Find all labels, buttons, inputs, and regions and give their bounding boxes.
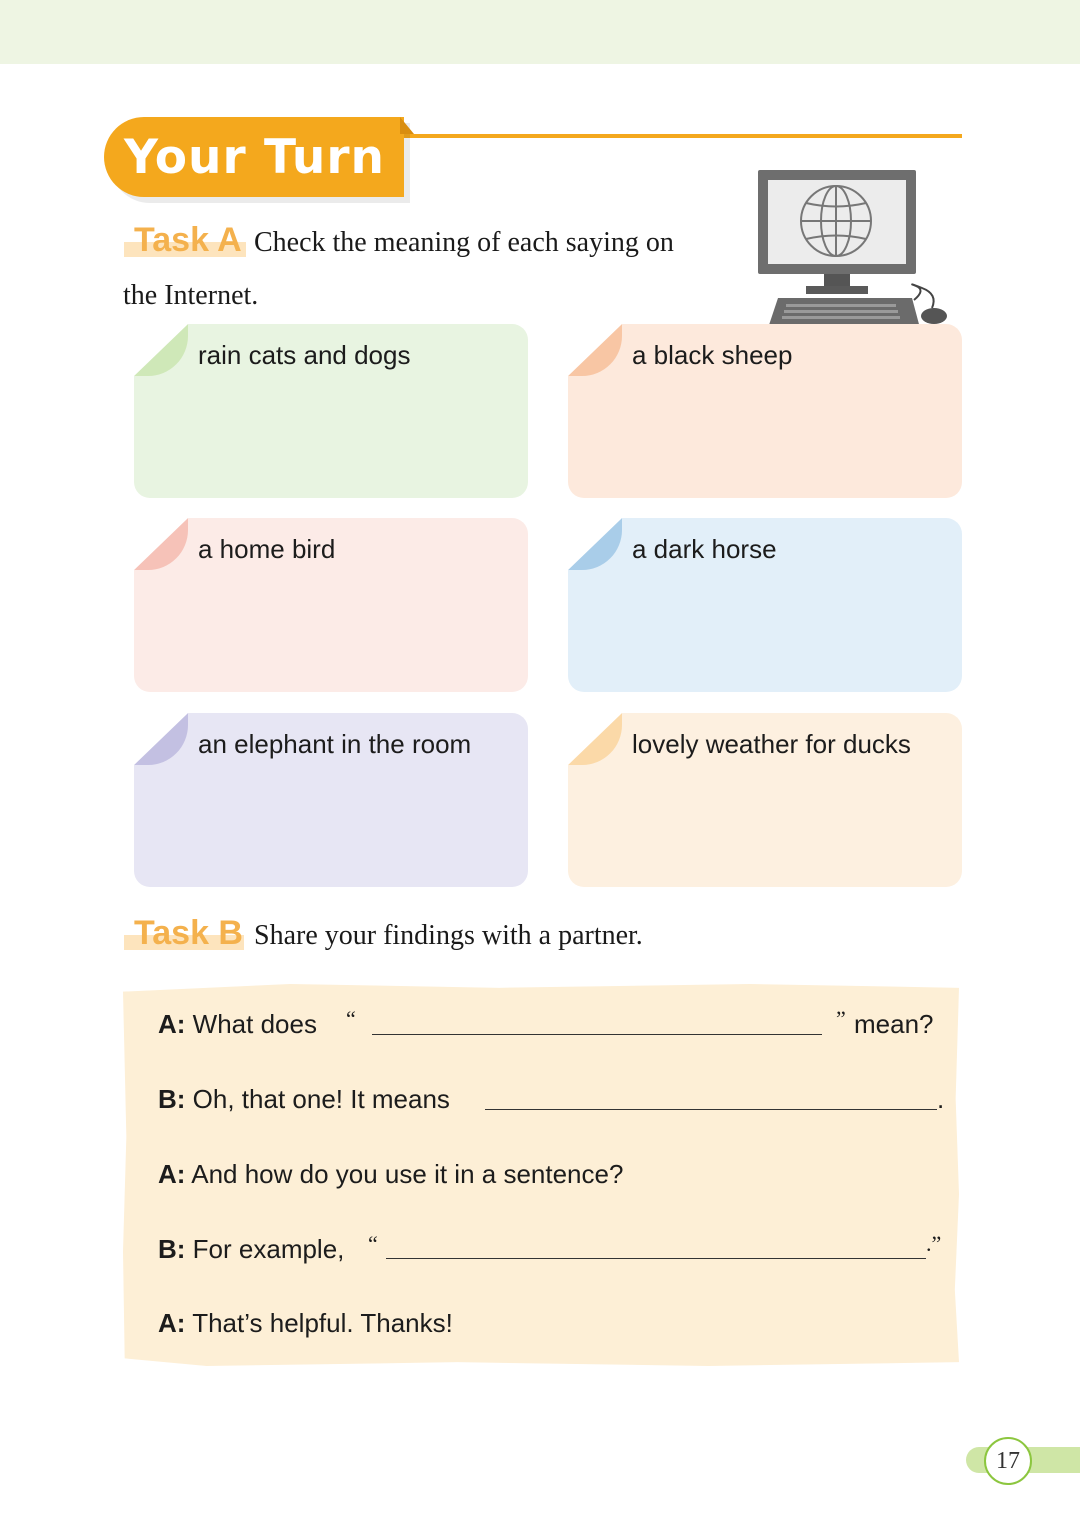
open-quote: “	[346, 1006, 356, 1031]
computer-monitor-globe-icon	[756, 168, 952, 330]
speaker-label: A:	[158, 1009, 186, 1039]
card-label: rain cats and dogs	[198, 340, 411, 370]
header-tab-notch	[400, 117, 414, 134]
card-lovely-weather-for-ducks	[568, 713, 962, 887]
card-rain-cats-and-dogs	[134, 324, 528, 498]
line-text: Oh, that one! It means	[192, 1084, 450, 1114]
speaker-label: B:	[158, 1234, 186, 1264]
line-end-period: .	[937, 1084, 945, 1114]
answer-blank-2[interactable]	[485, 1109, 937, 1110]
dialogue-line-2	[158, 1083, 450, 1115]
line-text: What does	[192, 1009, 317, 1039]
dialogue-line-3	[158, 1158, 623, 1190]
task-a-label: Task A	[134, 221, 242, 259]
answer-blank-1[interactable]	[372, 1034, 822, 1035]
card-a-black-sheep	[568, 324, 962, 498]
dialogue-line-5	[158, 1307, 453, 1339]
line-text: And how do you use it in a sentence?	[191, 1159, 624, 1189]
header-rule	[400, 134, 962, 138]
task-a-instruction: Check the meaning of each saying on	[254, 227, 674, 258]
card-label: a home bird	[198, 534, 336, 564]
page-number: 17	[996, 1448, 1020, 1474]
task-a-instruction-cont: the Internet.	[123, 280, 259, 311]
speaker-label: A:	[158, 1159, 186, 1189]
line-text: For example,	[192, 1234, 345, 1264]
task-b-instruction: Share your findings with a partner.	[254, 920, 643, 951]
close-quote: ”	[836, 1006, 846, 1031]
card-label: an elephant in the room	[198, 729, 472, 759]
dialogue-line-4	[158, 1233, 344, 1265]
line-text: That’s helpful. Thanks!	[192, 1308, 453, 1338]
card-label: lovely weather for ducks	[632, 729, 911, 759]
card-label: a dark horse	[632, 534, 777, 564]
speaker-label: A:	[158, 1308, 186, 1338]
open-quote: “	[368, 1231, 378, 1256]
task-b-label: Task B	[134, 914, 243, 952]
card-label: a black sheep	[632, 340, 793, 370]
answer-blank-3[interactable]	[386, 1258, 926, 1259]
card-an-elephant-in-the-room	[134, 713, 528, 887]
card-a-home-bird	[134, 518, 528, 692]
page-title: Your Turn	[124, 130, 386, 185]
line-end-quote: .”	[926, 1231, 942, 1256]
top-band	[0, 0, 1080, 64]
card-a-dark-horse	[568, 518, 962, 692]
speaker-label: B:	[158, 1084, 186, 1114]
line-text-end: mean?	[854, 1009, 934, 1039]
dialogue-line-1	[158, 1008, 317, 1040]
